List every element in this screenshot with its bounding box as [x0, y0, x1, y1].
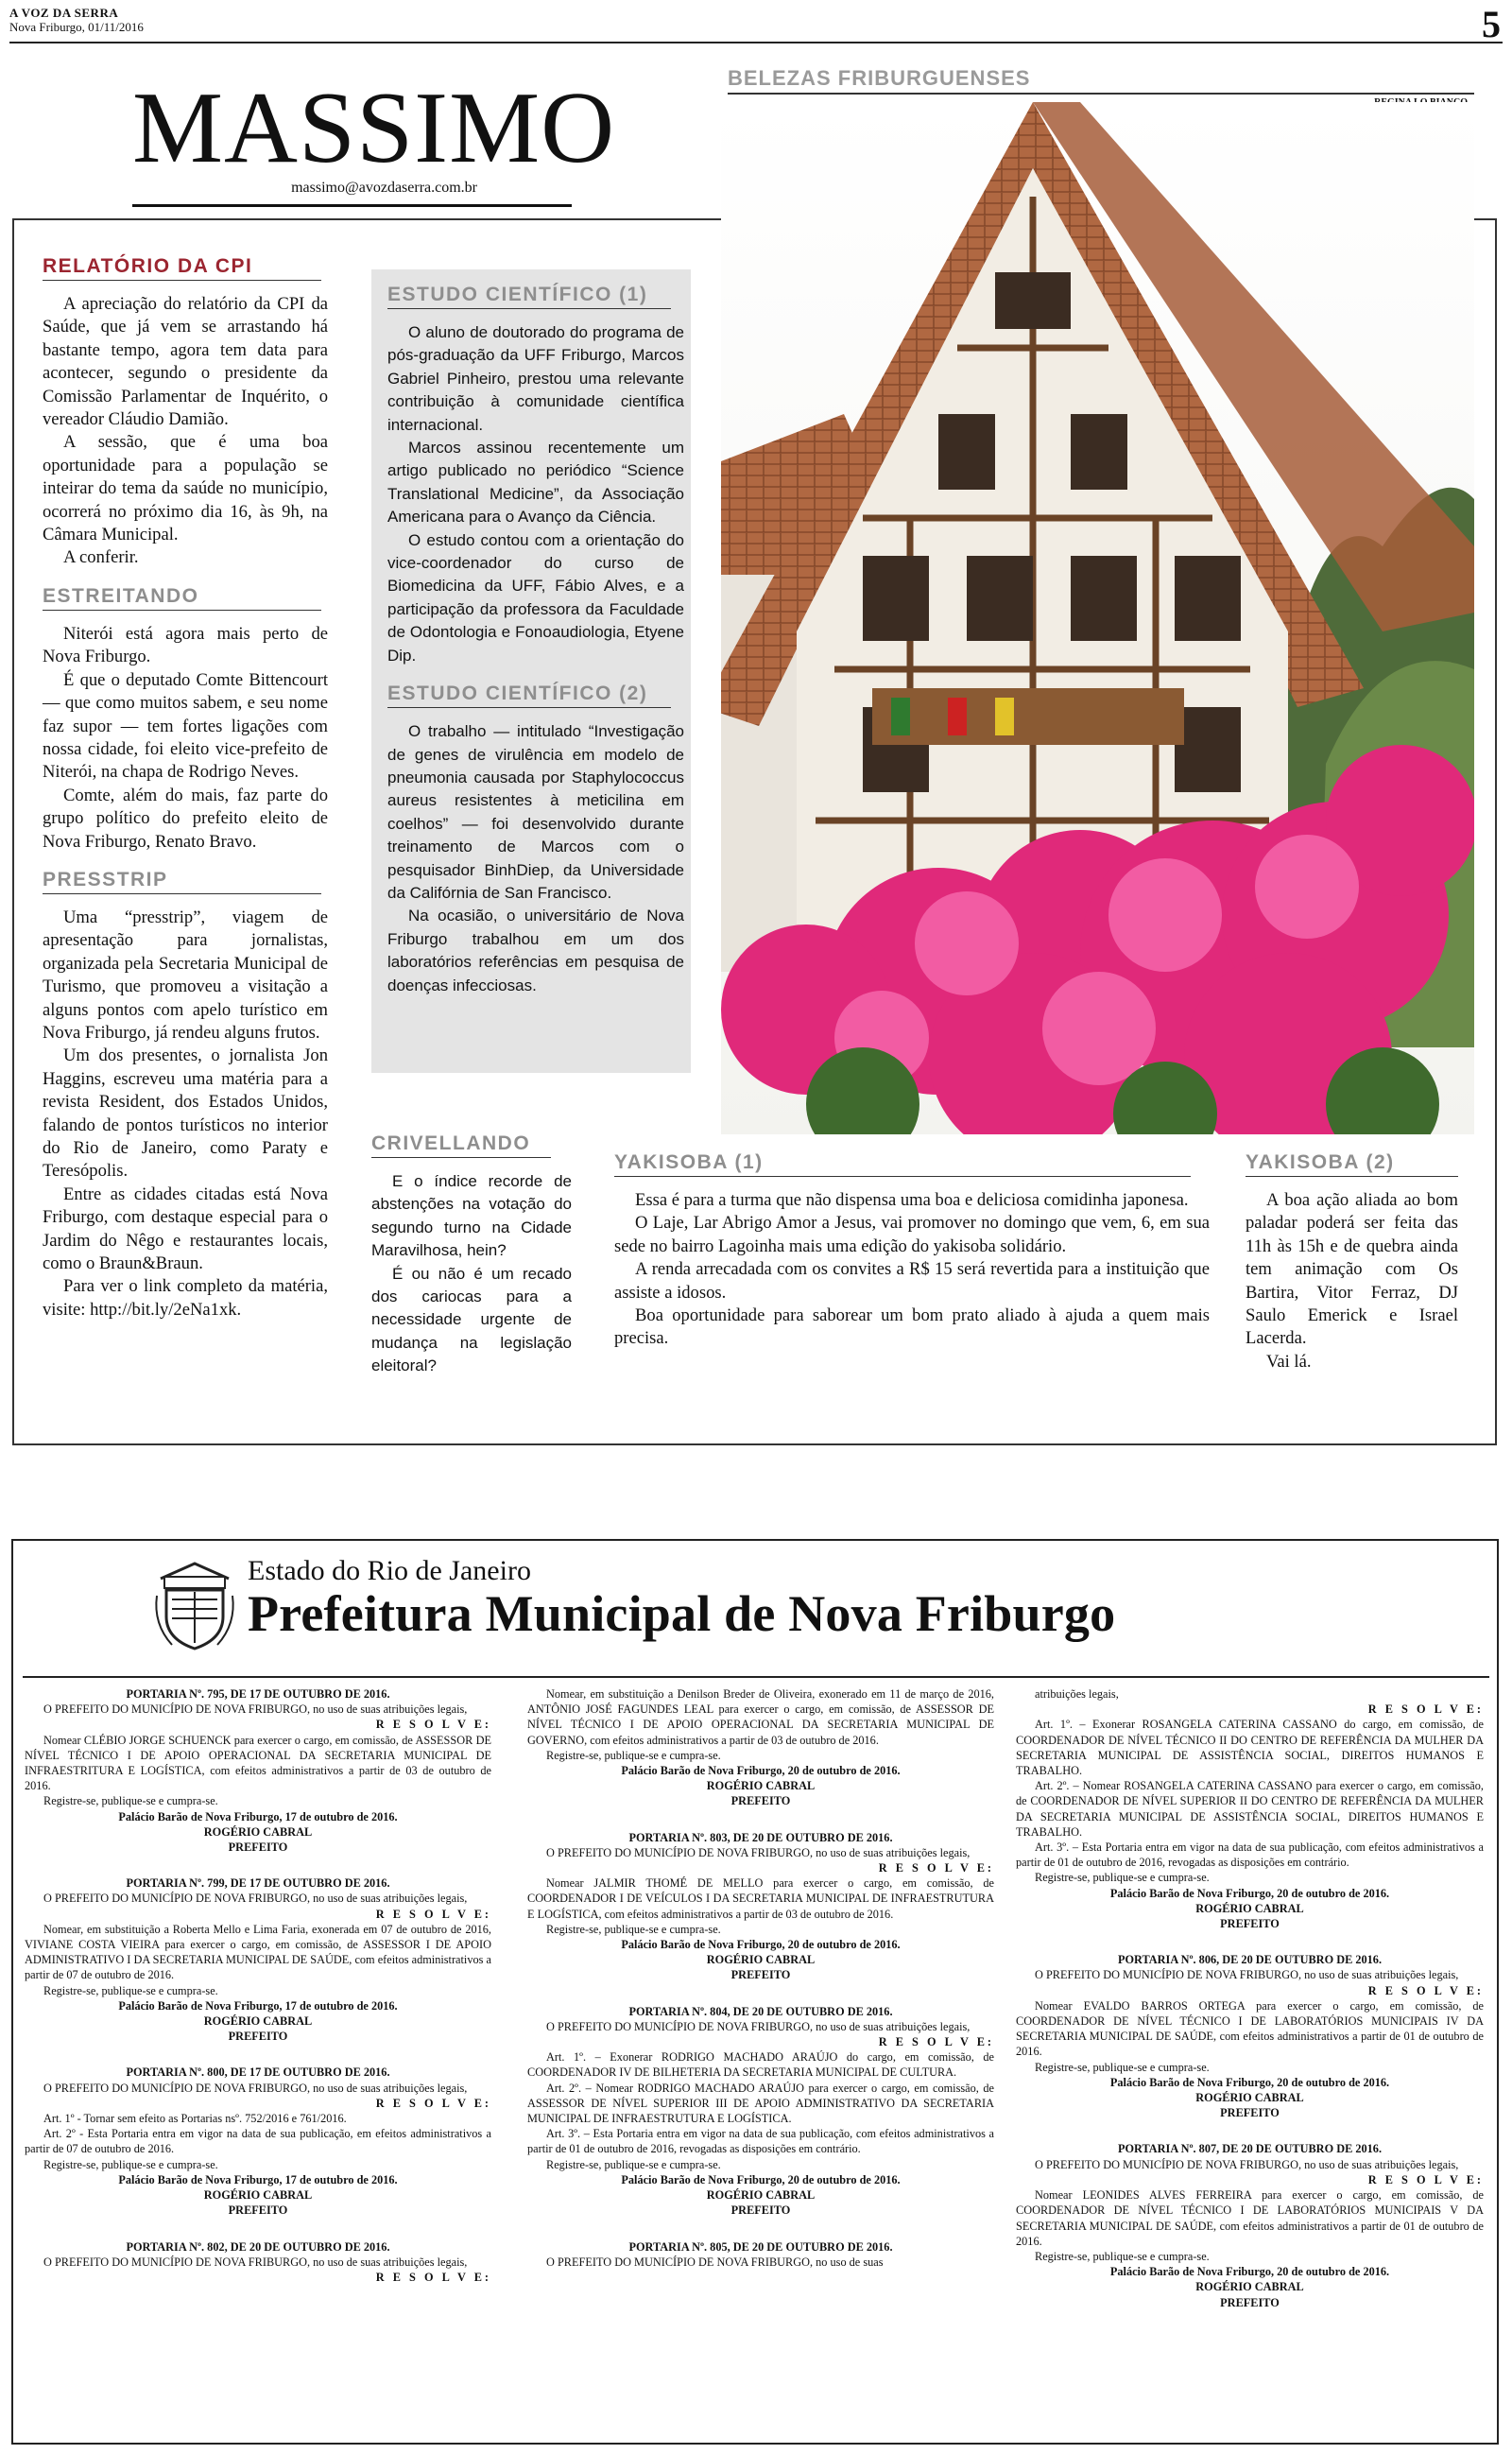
dateline: Nova Friburgo, 01/11/2016 — [9, 20, 144, 34]
section-crivellando — [371, 1132, 572, 1378]
doc-heading: PORTARIA Nº. 804, DE 20 DE OUTUBRO DE 2016. — [628, 2004, 893, 2018]
doc-paragraph: Registre-se, publique-se e cumpra-se. — [546, 2157, 721, 2171]
section-title: CRIVELLANDO — [371, 1132, 531, 1154]
doc-paragraph: Registre-se, publique-se e cumpra-se. — [43, 2157, 218, 2171]
section-title: YAKISOBA (1) — [614, 1151, 764, 1173]
doc-paragraph: atribuições legais, — [1035, 1687, 1119, 1701]
doc-paragraph: Registre-se, publique-se e cumpra-se. — [546, 1922, 721, 1936]
doc-heading: Palácio Barão de Nova Friburgo, 20 de outubro de 2016. — [1109, 2265, 1390, 2279]
doc-heading: Palácio Barão de Nova Friburgo, 20 de outubro de 2016. — [1109, 1886, 1390, 1900]
section-body — [387, 720, 684, 997]
paragraph: A boa ação aliada ao bom paladar poderá ser feita das 11h às 15h e de quebra ainda tem animação com Os Bartira, Vitor Ferraz, DJ Saulo Emerick e Israel Lacerda. — [1246, 1190, 1458, 1349]
doc-heading: ROGÉRIO CABRAL — [706, 1779, 816, 1793]
doc-paragraph: Art. 2º - Esta Portaria entra em vigor na data de sua publicação, em efeitos administrativos a partir de 07 de outubro de 2016. — [25, 2127, 491, 2156]
ad-column-1 — [25, 1686, 491, 2285]
doc-resolve: R E S O L V E: — [375, 1907, 491, 1921]
doc-paragraph: O PREFEITO DO MUNICÍPIO DE NOVA FRIBURGO, no uso de suas atribuições legais, — [546, 1845, 971, 1859]
doc-heading: PREFEITO — [228, 2203, 288, 2218]
doc-resolve: R E S O L V E: — [375, 2270, 491, 2284]
section-estudo1 — [387, 284, 684, 667]
section-yakisoba2 — [1246, 1151, 1458, 1374]
doc-heading: PREFEITO — [228, 1840, 288, 1855]
doc-resolve: R E S O L V E: — [375, 1718, 491, 1732]
doc-heading: Palácio Barão de Nova Friburgo, 20 de outubro de 2016. — [621, 1938, 901, 1952]
section-rule — [614, 1176, 1191, 1177]
ad-state-name: Estado do Rio de Janeiro — [248, 1555, 531, 1586]
doc-paragraph: Art. 1º - Tornar sem efeito as Portarias nsº. 752/2016 e 761/2016. — [43, 2112, 347, 2126]
doc-paragraph: Nomear, em substituição a Denilson Breder de Oliveira, exonerado em 11 de março de 2016, ANTÔNIO JOSÉ FAGUNDES LEAL para exercer o cargo, em comissão, de ASSESSOR DE NÍVEL TÉCNICO I DE APOIO OPERACIONAL DA SECRETARIA MUNICIPAL DE GOVERNO, com efeitos administrativos a partir de 03 de outubro de 2016. — [527, 1687, 994, 1747]
doc-paragraph: Nomear LEONIDES ALVES FERREIRA para exercer o cargo, em comissão, de COORDENADOR DE NÍVEL TÉCNICO I DE LABORATÓRIOS MUNICIPAIS V DA SECRETARIA MUNICIPAL DE SAÚDE, com efeitos administrativos a partir de 01 de outubro de 2016. — [1016, 2188, 1484, 2248]
doc-heading: Palácio Barão de Nova Friburgo, 17 de outubro de 2016. — [118, 1809, 398, 1823]
section-rule — [43, 610, 321, 611]
paragraph: É que o deputado Comte Bittencourt — que como muitos sabem, e seu nome faz supor — tem fortes ligações com nossa cidade, foi eleito vice-prefeito de Niterói, na chapa de Rodrigo Neves. — [43, 669, 328, 783]
section-title: PRESSTRIP — [43, 868, 168, 890]
photo-section-title: BELEZAS FRIBURGUENSES — [728, 66, 1031, 90]
section-body — [43, 623, 328, 854]
section-estudo2 — [387, 683, 684, 997]
paragraph: Uma “presstrip”, viagem de apresentação para jornalistas, organizada pela Secretaria Municipal de Turismo, que promoveu a visitação a alguns pontos com apelo turístico em Nova Friburgo, já rendeu alguns frutos. — [43, 907, 328, 1043]
doc-spacer — [1016, 1931, 1484, 1952]
doc-heading: PREFEITO — [730, 1968, 791, 1982]
section-rule — [387, 707, 671, 708]
paragraph: Marcos assinou recentemente um artigo publicado no periódico “Science Translational Medicine”, da Associação Americana para o Avanço da Ciência. — [387, 439, 684, 527]
section-title: ESTUDO CIENTÍFICO (2) — [387, 683, 648, 705]
doc-heading: ROGÉRIO CABRAL — [203, 1824, 313, 1839]
doc-paragraph: O PREFEITO DO MUNICÍPIO DE NOVA FRIBURGO, no uso de suas atribuições legais, — [43, 2255, 468, 2269]
paragraph: Vai lá. — [1266, 1351, 1312, 1372]
doc-paragraph: Nomear, em substituição a Roberta Mello e Lima Faria, exonerada em 07 de outubro de 2016, VIVIANE COSTA VIEIRA para exercer o cargo, em comissão, de ASSESSOR I DE APOIO ADMINISTRATIVO I DA SECRETARIA MUNICIPAL DE SAÚDE, com efeitos administrativos a partir de 07 de outubro de 2016. — [25, 1922, 491, 1982]
doc-paragraph: O PREFEITO DO MUNICÍPIO DE NOVA FRIBURGO, no uso de suas atribuições legais, — [43, 1702, 468, 1717]
section-rule — [43, 280, 321, 281]
doc-paragraph: Art. 2º. – Nomear RODRIGO MACHADO ARAÚJO para exercer o cargo, em comissão, de ASSESSOR DE NÍVEL SUPERIOR III DE APOIO ADMINISTRATIVO DA SECRETARIA MUNICIPAL DE INFRAESTRUTURA E LOGÍSTICA. — [527, 2081, 994, 2126]
doc-heading: Palácio Barão de Nova Friburgo, 20 de outubro de 2016. — [1109, 2075, 1390, 2089]
doc-spacer — [25, 2044, 491, 2065]
paragraph: O trabalho — intitulado “Investigação de genes de virulência em modelo de pneumonia causada por Staphylococcus aureus resistentes à meticilina em coelhos” — foi desenvolvido durante treinamento de Marcos com o pesquisador BinhDiep, da Universidade da Califórnia de San Francisco. — [387, 722, 684, 902]
paragraph: O Laje, Lar Abrigo Amor a Jesus, vai promover no domingo que vem, 6, em sua sede no bairro Lagoinha mais uma edição do yakisoba solidário. — [614, 1213, 1210, 1256]
paragraph: A apreciação do relatório da CPI da Saúde, que já vem se arrastando há bastante tempo, agora tem data para acontecer, segundo o presidente da Comissão Parlamentar de Inquérito, o vereador Cláudio Damião. — [43, 294, 328, 430]
paragraph: Um dos presentes, o jornalista Jon Haggins, escreveu uma matéria para a revista Resident, dos Estados Unidos, falando de pontos turísticos no interior do Rio de Janeiro, como Paraty e Teresópolis. — [43, 1046, 328, 1182]
section-presstrip — [43, 869, 328, 1322]
paragraph: O aluno de doutorado do programa de pós-graduação da UFF Friburgo, Marcos Gabriel Pinheiro, prestou uma relevante contribuição à comunidade científica internacional. — [387, 323, 684, 434]
doc-heading: ROGÉRIO CABRAL — [203, 2014, 313, 2029]
paragraph: A renda arrecadada com os convites a R$ 15 será revertida para a instituição que assiste a idosos. — [614, 1259, 1210, 1303]
ad-column-3 — [1016, 1686, 1484, 2310]
doc-spacer — [527, 1809, 994, 1830]
doc-heading: ROGÉRIO CABRAL — [1195, 2091, 1304, 2105]
doc-resolve: R E S O L V E: — [375, 2096, 491, 2110]
paper-name: A VOZ DA SERRA — [9, 6, 119, 20]
doc-heading: PREFEITO — [730, 2203, 791, 2218]
paragraph: Niterói está agora mais perto de Nova Friburgo. — [43, 623, 328, 667]
doc-heading: Palácio Barão de Nova Friburgo, 17 de outubro de 2016. — [118, 1998, 398, 2013]
doc-heading: PREFEITO — [1220, 2295, 1280, 2309]
section-title: ESTUDO CIENTÍFICO (1) — [387, 284, 648, 305]
section-body — [43, 907, 328, 1322]
doc-paragraph: O PREFEITO DO MUNICÍPIO DE NOVA FRIBURGO, no uso de suas atribuições legais, — [43, 2081, 468, 2095]
doc-paragraph: Registre-se, publique-se e cumpra-se. — [43, 1794, 218, 1808]
doc-heading: PREFEITO — [730, 1794, 791, 1808]
ad-column-2 — [527, 1686, 994, 2270]
section-body — [1246, 1189, 1458, 1374]
doc-paragraph: O PREFEITO DO MUNICÍPIO DE NOVA FRIBURGO, no uso de suas atribuições legais, — [43, 1892, 468, 1906]
doc-resolve: R E S O L V E: — [878, 1861, 994, 1875]
ad-title: Prefeitura Municipal de Nova Friburgo — [248, 1585, 1116, 1642]
doc-resolve: R E S O L V E: — [1367, 2172, 1484, 2186]
doc-heading: Palácio Barão de Nova Friburgo, 20 de outubro de 2016. — [621, 2172, 901, 2186]
section-rule — [1246, 1176, 1458, 1177]
doc-resolve: R E S O L V E: — [1367, 1983, 1484, 1997]
doc-heading: PORTARIA Nº. 806, DE 20 DE OUTUBRO DE 2016. — [1117, 1953, 1383, 1967]
doc-paragraph: Nomear JALMIR THOMÉ DE MELLO para exercer o cargo, em comissão, de COORDENADOR I DE VEÍCULOS I DA SECRETARIA MUNICIPAL DE INFRAESTRUTURA E LOGÍSTICA, com efeitos administrativos a partir de 03 de outubro de 2016. — [527, 1876, 994, 1921]
ad-rule — [23, 1676, 1489, 1678]
column-title: MASSIMO — [132, 72, 616, 184]
header-rule — [9, 42, 1503, 43]
section-body — [387, 321, 684, 667]
doc-paragraph: Art. 1º. – Exonerar RODRIGO MACHADO ARAÚJO do cargo, em comissão, de COORDENADOR IV DE BILHETERIA DA SECRETARIA MUNICIPAL DE CULTURA. — [527, 2050, 994, 2080]
doc-resolve: R E S O L V E: — [878, 2035, 994, 2049]
page-number: 5 — [1482, 3, 1501, 45]
science-column — [387, 284, 684, 997]
paragraph: Entre as cidades citadas está Nova Friburgo, com destaque especial para o Jardim do Nêgo e restaurantes locais, como o Braun&Braun. — [43, 1184, 328, 1274]
section-title: YAKISOBA (2) — [1246, 1151, 1395, 1173]
doc-heading: ROGÉRIO CABRAL — [203, 2188, 313, 2203]
section-body — [43, 293, 328, 570]
doc-paragraph: Art. 3º. – Esta Portaria entra em vigor na data de sua publicação, com efeitos administrativos a partir de 01 de outubro de 2016, revogadas as disposições em contrário. — [1016, 1840, 1484, 1870]
doc-heading: PREFEITO — [1220, 1917, 1280, 1931]
section-estreitando — [43, 585, 328, 854]
doc-paragraph: O PREFEITO DO MUNICÍPIO DE NOVA FRIBURGO, no uso de suas atribuições legais, — [1035, 1968, 1459, 1982]
doc-heading: PORTARIA Nº. 800, DE 17 DE OUTUBRO DE 2016. — [126, 2065, 390, 2080]
column-email: massimo@avozdaserra.com.br — [291, 180, 477, 196]
column-title-rule — [132, 204, 572, 207]
section-body — [371, 1170, 572, 1378]
coat-of-arms-icon — [151, 1558, 238, 1652]
doc-heading: ROGÉRIO CABRAL — [1195, 1901, 1304, 1915]
doc-heading: PREFEITO — [1220, 2106, 1280, 2120]
doc-heading: ROGÉRIO CABRAL — [1195, 2280, 1304, 2294]
doc-heading: PORTARIA Nº. 803, DE 20 DE OUTUBRO DE 2016. — [628, 1830, 893, 1844]
paragraph: A sessão, que é uma boa oportunidade para a população se inteirar do tema da saúde no município, ocorrerá no próximo dia 16, às 9h, na Câmara Municipal. — [43, 432, 328, 545]
section-title: ESTREITANDO — [43, 584, 199, 607]
section-relatorio — [43, 255, 328, 570]
doc-heading: PORTARIA Nº. 805, DE 20 DE OUTUBRO DE 2016. — [628, 2239, 893, 2254]
doc-heading: PREFEITO — [228, 2030, 288, 2044]
doc-heading: PORTARIA Nº. 807, DE 20 DE OUTUBRO DE 2016. — [1117, 2142, 1383, 2156]
section-body — [614, 1189, 1210, 1351]
doc-heading: Palácio Barão de Nova Friburgo, 20 de outubro de 2016. — [621, 1764, 901, 1778]
doc-paragraph: Registre-se, publique-se e cumpra-se. — [1035, 2060, 1210, 2074]
doc-paragraph: O PREFEITO DO MUNICÍPIO DE NOVA FRIBURGO, no uso de suas atribuições legais, — [1035, 2157, 1459, 2171]
paragraph: Boa oportunidade para saborear um bom prato aliado à ajuda a quem mais precisa. — [614, 1305, 1210, 1349]
paragraph: É ou não é um recado dos cariocas para a necessidade urgente de mudança na legislação eleitoral? — [371, 1264, 572, 1375]
doc-heading: PORTARIA Nº. 795, DE 17 DE OUTUBRO DE 2016. — [126, 1687, 390, 1701]
doc-paragraph: Registre-se, publique-se e cumpra-se. — [1035, 2249, 1210, 2263]
doc-spacer — [527, 1983, 994, 2004]
doc-spacer — [1016, 2120, 1484, 2141]
section-yakisoba1 — [614, 1151, 1210, 1351]
doc-paragraph: Registre-se, publique-se e cumpra-se. — [43, 1983, 218, 1997]
doc-paragraph: O PREFEITO DO MUNICÍPIO DE NOVA FRIBURGO, no uso de suas — [546, 2255, 884, 2269]
photo-section-rule — [728, 93, 1474, 95]
doc-heading: ROGÉRIO CABRAL — [706, 2188, 816, 2203]
paragraph: E o índice recorde de abstenções na votação do segundo turno na Cidade Maravilhosa, hein? — [371, 1172, 572, 1260]
doc-resolve: R E S O L V E: — [1367, 1702, 1484, 1717]
doc-heading: ROGÉRIO CABRAL — [706, 1953, 816, 1967]
doc-paragraph: Art. 3º. – Esta Portaria entra em vigor na data de sua publicação, com efeitos administrativos a partir de 01 de outubro de 2016, revogadas as disposições em contrário. — [527, 2127, 994, 2156]
doc-heading: PORTARIA Nº. 802, DE 20 DE OUTUBRO DE 2016. — [126, 2239, 390, 2254]
doc-spacer — [25, 2219, 491, 2239]
section-rule — [43, 893, 321, 894]
paragraph: Na ocasião, o universitário de Nova Friburgo trabalhou em um dos laboratórios referências em pesquisa de doenças infecciosas. — [387, 907, 684, 994]
alpine-house-photo — [721, 102, 1474, 1134]
doc-paragraph: O PREFEITO DO MUNICÍPIO DE NOVA FRIBURGO, no uso de suas atribuições legais, — [546, 2019, 971, 2033]
doc-spacer — [25, 1855, 491, 1875]
doc-spacer — [527, 2219, 994, 2239]
doc-paragraph: Nomear CLÉBIO JORGE SCHUENCK para exercer o cargo, em comissão, de ASSESSOR DE NÍVEL TÉCNICO I DE APOIO OPERACIONAL DA SECRETARIA MUNICIPAL DE INFRAESTRITURA E LOGÍSTICA, com efeitos administrativos a partir de 03 de outubro de 2016. — [25, 1733, 491, 1793]
doc-heading: PORTARIA Nº. 799, DE 17 DE OUTUBRO DE 2016. — [126, 1876, 390, 1891]
doc-paragraph: Art. 2º. – Nomear ROSANGELA CATERINA CASSANO para exercer o cargo, em comissão, de COORDENADOR DE NÍVEL SUPERIOR II DO CENTRO DE REFERÊNCIA DA MULHER DA SECRETARIA MUNICIPAL DE ASSISTÊNCIA SOCIAL, DIREITOS HUMANOS E TRABALHO. — [1016, 1779, 1484, 1839]
section-title: RELATÓRIO DA CPI — [43, 255, 253, 277]
paragraph: Essa é para a turma que não dispensa uma boa e deliciosa comidinha japonesa. — [635, 1190, 1189, 1210]
masthead — [9, 6, 144, 34]
left-column — [43, 255, 328, 1322]
section-rule — [387, 308, 671, 309]
section-rule — [371, 1157, 551, 1158]
paragraph: Comte, além do mais, faz parte do grupo político do prefeito eleito de Nova Friburgo, Renato Bravo. — [43, 785, 328, 852]
doc-paragraph: Registre-se, publique-se e cumpra-se. — [1035, 1871, 1210, 1885]
doc-paragraph: Registre-se, publique-se e cumpra-se. — [546, 1748, 721, 1762]
paragraph: A conferir. — [63, 547, 139, 568]
doc-heading: Palácio Barão de Nova Friburgo, 17 de outubro de 2016. — [118, 2172, 398, 2186]
paragraph: O estudo contou com a orientação do vice-coordenador do curso de Biomedicina da UFF, Fábio Alves, e a participação da professora da Faculdade de Odontologia e Fonoaudiologia, Etyene Dip. — [387, 530, 684, 665]
paragraph: Para ver o link completo da matéria, visite: http://bit.ly/2eNa1xk. — [43, 1276, 328, 1320]
doc-paragraph: Art. 1º. – Exonerar ROSANGELA CATERINA CASSANO do cargo, em comissão, de COORDENADOR DE NÍVEL TÉCNICO II DO CENTRO DE REFERÊNCIA DA MULHER DA SECRETARIA MUNICIPAL DE ASSISTÊNCIA SOCIAL, DIREITOS HUMANOS E TRABALHO. — [1016, 1718, 1484, 1778]
doc-paragraph: Nomear EVALDO BARROS ORTEGA para exercer o cargo, em comissão, de COORDENADOR DE NÍVEL TÉCNICO I DE LABORATÓRIOS MUNICIPAIS IV DA SECRETARIA MUNICIPAL DE SAÚDE, com efeitos administrativos a partir de 01 de outubro de 2016. — [1016, 1998, 1484, 2059]
